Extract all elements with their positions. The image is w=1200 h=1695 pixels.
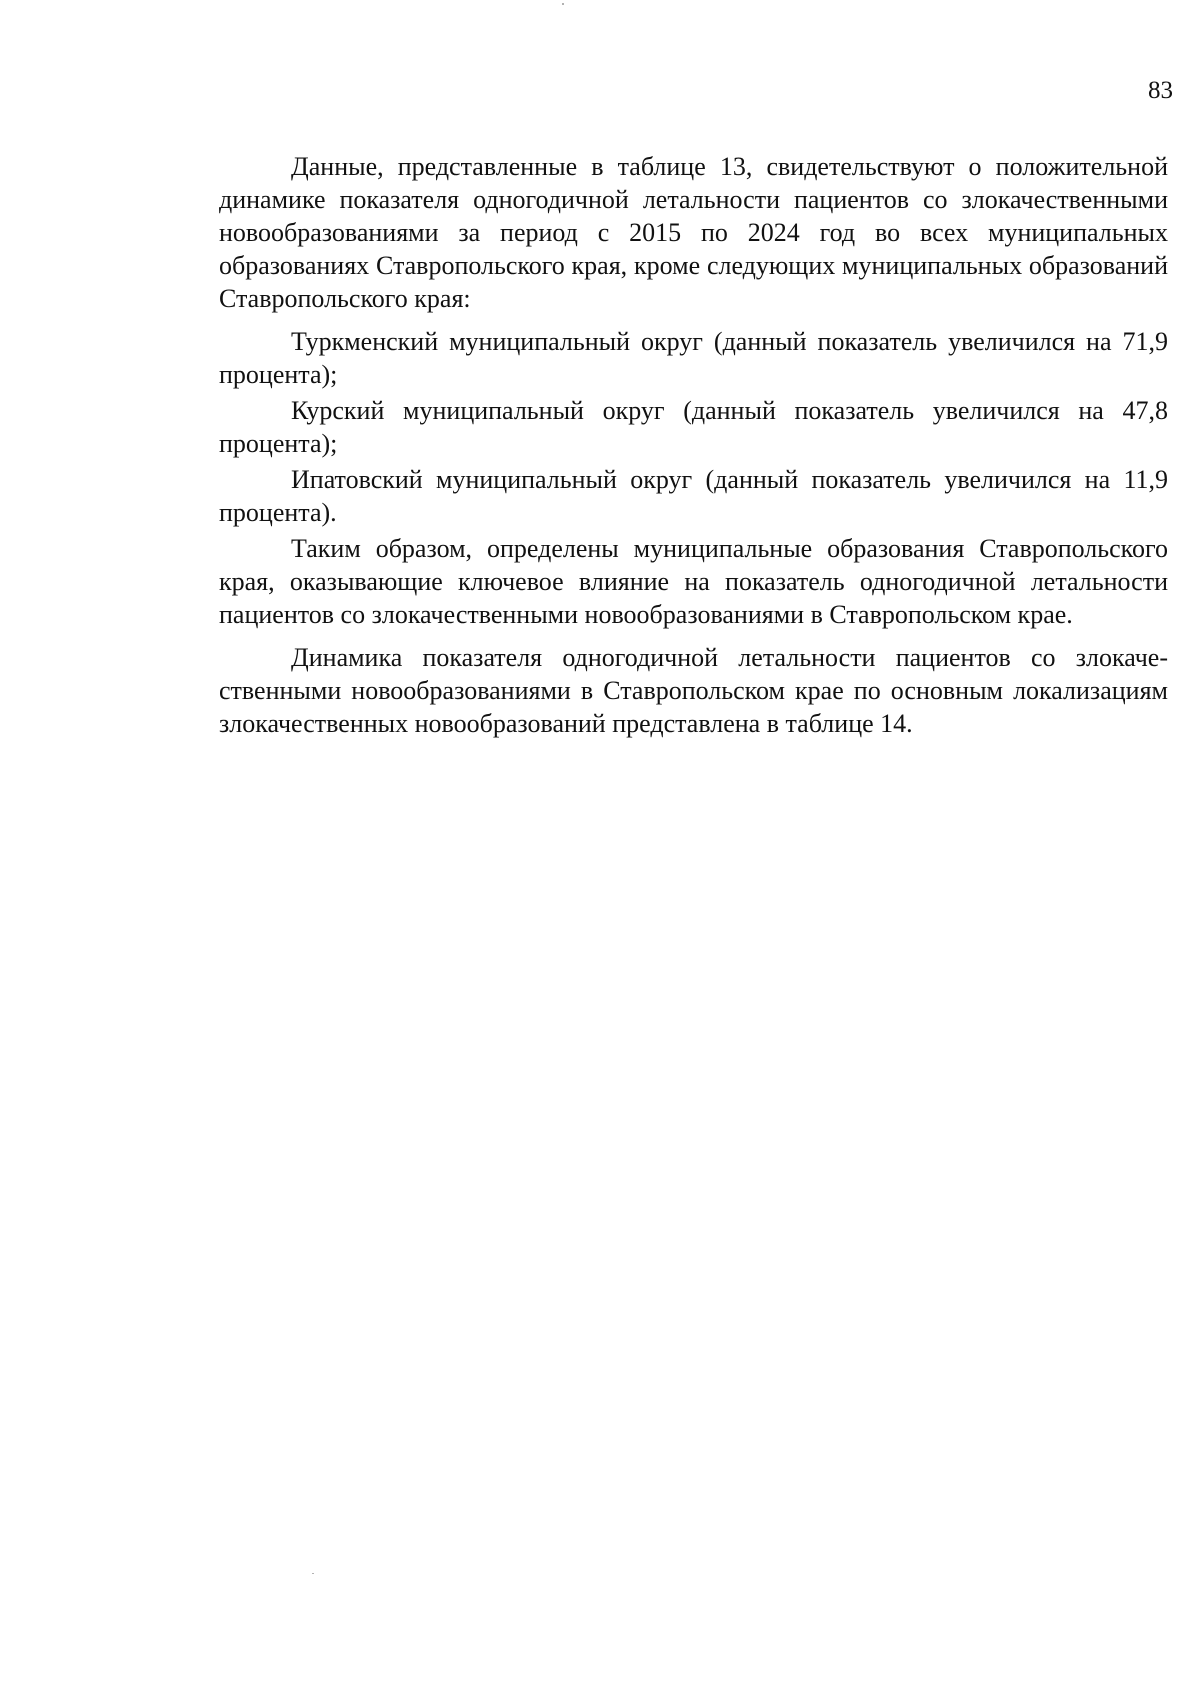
paragraph-list-item-ipatovsky: Ипатовский муниципальный округ (данный показатель увеличился на 11,9 процента). [219,465,1168,527]
page-number: 83 [1148,77,1173,104]
paragraph-conclusion: Таким образом, определены муниципальные образования Ставропольского края, оказывающие ключевое влияние на показатель одногодичной летальности пациентов со злокачественными новообразованиями в Ставропольском крае. [219,534,1168,629]
document-body [219,150,1168,750]
paragraph-list-item-turkmensky: Туркменский муниципальный округ (данный показатель увеличился на 71,9 процента); [219,327,1168,389]
scan-artifact [562,3,564,5]
paragraph-intro: Данные, представленные в таблице 13, свидетельствуют о положительной динамике показателя одногодичной летальности пациентов со злокачественными новообразованиями за период с 2015 по 2024 год во всех муниципальных образованиях Ставропольского края, кроме следующих муниципальных образований Ставропольского края: [219,152,1168,313]
paragraph-list-item-kursky: Курский муниципальный округ (данный показатель увеличился на 47,8 процента); [219,396,1168,458]
paragraph-table-reference: Динамика показателя одногодичной летальности пациентов со злокачественными новообразованиями в Ставропольском крае по основным локализациям злокачественных новообразований представлена в таблице 14. [219,643,1168,738]
scan-artifact [312,1573,314,1574]
